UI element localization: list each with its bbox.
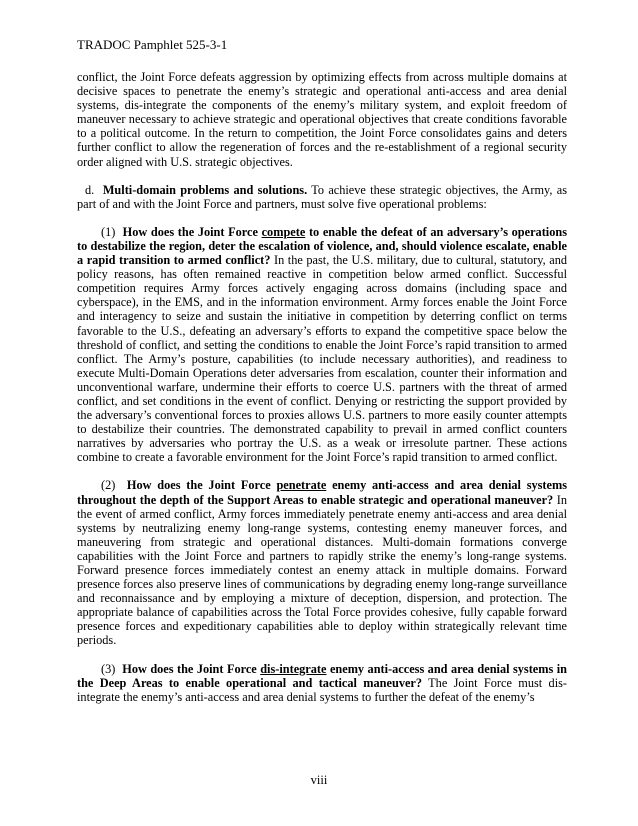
problem-number: (1) xyxy=(101,224,116,239)
question-text: enemy anti-access and area denial systems throughout the depth of the Support Areas to enable strategic and operational maneuver? xyxy=(77,478,568,507)
paragraph-text: In the event of armed conflict, Army forces immediately penetrate enemy anti-access and area denial systems by neutralizing enemy long-range systems, contesting enemy maneuver forces, and maneuvering from strategic and operational distances. Multi-domain formations converge capabilities with the Joint Force and partners to rapidly strike the enemy’s long-range systems. Forward presence forces immediately contest an enemy attack in multiple domains. Forward presence forces also preserve lines of communications by degrading enemy long-range surveillance and reconnaissance and by employing a mixture of deception, dispersion, and protection. The appropriate balance of capabilities across the Total Force provides cohesive, fully capable forward presence forces and expeditionary capabilities able to deploy within strategically relevant time periods. xyxy=(77,492,567,648)
page-body xyxy=(77,70,567,704)
question-keyword: compete xyxy=(261,224,306,239)
paragraph-text: In the past, the U.S. military, due to cultural, statutory, and policy reasons, has often remained reactive in competition below armed conflict. Successful competition requires Army forces actively engaging across domains (including space and cyberspace), in the EMS, and in the information environment. Army forces enable the Joint Force and interagency to seize and sustain the initiative in competition by deterring conflict on terms favorable to the U.S., defeating an adversary’s efforts to expand the competitive space below the threshold of conflict, and setting the conditions to enable the Joint Force’s rapid transition to armed conflict. The Army’s posture, capabilities (to include necessary authorities), and readiness to execute Multi-Domain Operations deter adversaries from escalation, counter their information and unconventional warfare, undermine their efforts to coerce U.S. partners with the threat of armed conflict, and set conditions in the event of conflict. Denying or restricting the support provided by the adversary’s conventional forces to proxies allows U.S. partners to more easily counter attempts to destabilize their countries. The demonstrated capability to prevail in armed conflict counters narratives by adversaries who portray the U.S. as a weak or irresolute partner. These actions combine to create a favorable environment for the Joint Force’s rapid transition to armed conflict. xyxy=(77,253,567,465)
problem-number: (2) xyxy=(101,478,116,493)
question-text: enemy anti-access and area denial systems in the Deep Areas to enable operational and tactical maneuver? xyxy=(77,661,567,690)
question-text: How does the Joint Force xyxy=(126,478,277,493)
paragraph-label: d. xyxy=(85,182,95,197)
page-header: TRADOC Pamphlet 525-3-1 xyxy=(77,37,228,52)
paragraph-heading: Multi-domain problems and solutions. xyxy=(102,182,308,197)
question-keyword: dis-integrate xyxy=(260,661,327,676)
paragraph-3 xyxy=(77,662,567,704)
question-text: to enable the defeat of an adversary’s operations to destabilize the region, deter the escalation of violence, and, should violence escalate, enable a rapid transition to armed conflict? xyxy=(77,224,567,268)
paragraph-text: The Joint Force must dis-integrate the enemy’s anti-access and area denial systems to further the defeat of the enemy’s xyxy=(77,675,567,704)
question-keyword: penetrate xyxy=(276,478,327,493)
problem-number: (3) xyxy=(101,661,116,676)
paragraph-d xyxy=(77,183,567,211)
question-text: How does the Joint Force xyxy=(122,224,262,239)
paragraph-continuation: conflict, the Joint Force defeats aggression by optimizing effects from across multiple domains at decisive spaces to penetrate the enemy’s strategic and operational anti-access and area denial systems, dis-integrate the components of the enemy’s military system, and exploit freedom of maneuver necessary to achieve strategic and operational objectives that create conditions favorable to a political outcome. In the return to competition, the Joint Force consolidates gains and deters further conflict to allow the regeneration of forces and the re-establishment of a regional security order aligned with U.S. strategic objectives. xyxy=(77,70,567,169)
paragraph-2 xyxy=(77,478,567,647)
paragraph-text: To achieve these strategic objectives, the Army, as part of and with the Joint Force and partners, must solve five operational problems: xyxy=(77,182,568,211)
page-number: viii xyxy=(310,773,328,787)
problem-question xyxy=(77,478,567,506)
paragraph-1 xyxy=(77,225,567,465)
question-text: How does the Joint Force xyxy=(122,661,261,676)
